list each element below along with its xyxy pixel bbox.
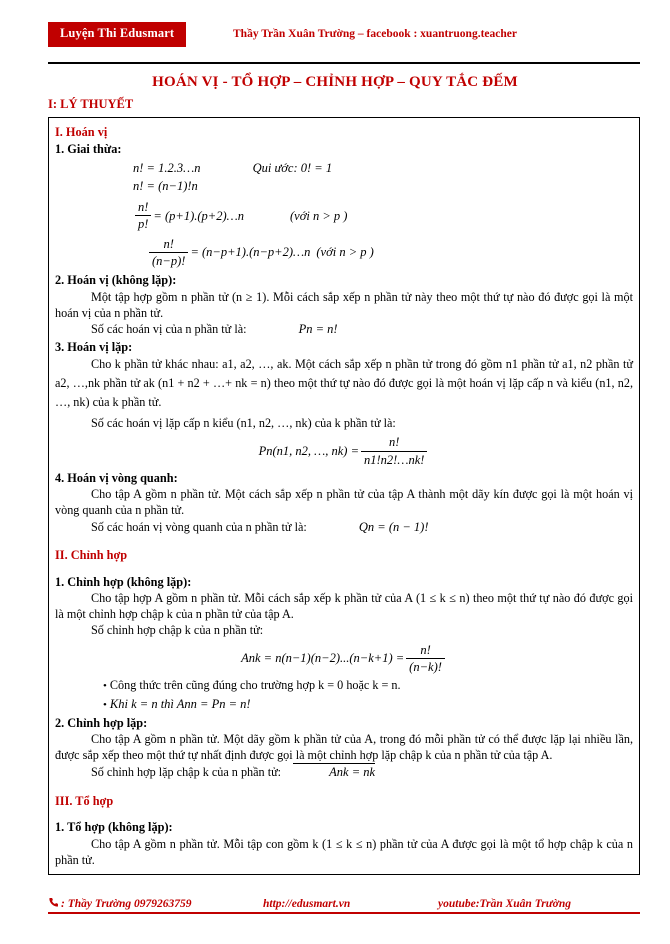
heading-4-circular-permutation: 4. Hoán vị vòng quanh:: [55, 470, 178, 485]
formula-pn-equals-n-factorial: Pn = n!: [298, 322, 338, 337]
heading-3-1-combination: 1. Tổ hợp (không lặp):: [55, 820, 173, 835]
formula-right-side: = (n−p+1).(n−p+2)…n: [190, 245, 311, 260]
label-circular-count: Số các hoán vị vòng quanh của n phần tử là:: [91, 519, 307, 534]
header-divider: [48, 62, 640, 64]
phone-icon: [48, 897, 59, 908]
footer-phone-text: : Thầy Trường 0979263759: [61, 898, 192, 910]
fraction-denominator: p!: [138, 217, 149, 232]
formula-overline-ank-equals-n-pow-k: Ank = nk: [293, 763, 375, 781]
formula-arrangement: [55, 643, 633, 675]
text-repeated-permutation-count: Số các hoán vị lặp cấp n kiểu (n1, n2, …, nk) của k phần tử là:: [91, 415, 396, 430]
label-permutation-count: Số các hoán vị của n phần tử là:: [91, 322, 247, 337]
label-repeated-arrangement-count: Số chỉnh hợp lặp chập k của n phần tử:: [91, 765, 282, 780]
heading-2-permutation: 2. Hoán vị (không lặp):: [55, 273, 177, 288]
formula-recursive-factorial: n! = (n−1)!n: [133, 179, 198, 194]
list-item: [103, 696, 633, 713]
formula-left-side: Pn(n1, n2, …, nk) =: [258, 443, 360, 458]
footer-phone-block: [48, 896, 263, 910]
footer-contact-row: [48, 896, 640, 912]
heading-part-1: I. Hoán vị: [55, 125, 108, 139]
fraction-denominator: (n−p)!: [152, 254, 186, 269]
section-label-theory: I: LÝ THUYẾT: [48, 97, 134, 111]
bullet-dot-icon: •: [103, 699, 107, 711]
text-permutation-definition: Một tập hợp gồm n phần tử (n ≥ 1). Mỗi cách sắp xếp n phần tử này theo một thứ tự nào đó được gọi là một hoán vị của n phần tử.: [55, 289, 633, 320]
fraction-numerator: n!: [406, 643, 445, 659]
page-header: [48, 22, 640, 64]
page-footer: [48, 896, 640, 914]
text-circular-permutation-definition: Cho tập A gồm n phần tử. Một cách sắp xếp n phần tử của tập A thành một dãy kín được gọi là một hoán vị vòng quanh của n phần tử.: [55, 487, 633, 518]
note-text: Khi k = n thì Ann = Pn = n!: [109, 697, 251, 711]
text-arrangement-count-label: Số chỉnh hợp chập k của n phần tử:: [91, 623, 264, 638]
formula-factorial-ratio-nminusp: [147, 237, 633, 269]
heading-2-1-arrangement: 1. Chỉnh hợp (không lặp):: [55, 574, 192, 589]
text-repeated-arrangement-count: [55, 763, 633, 781]
heading-2-2-repeated-arrangement: 2. Chỉnh hợp lặp:: [55, 715, 148, 730]
formula-right-side: = (p+1).(p+2)…n: [153, 208, 244, 223]
footer-divider: [48, 912, 640, 914]
formula-left-side: Ank = n(n−1)(n−2)...(n−k+1) =: [241, 651, 405, 666]
text-repeated-permutation-definition: Cho k phần tử khác nhau: a1, a2, …, ak. Một cách sắp xếp n phần tử trong đó gồm n1 phần tử a1, n2 phần tử a2, …,nk phần tử ak (n1 + n2 + …+ nk = n) theo một thứ tự nào đó được gọi là một hoán vị lặp cấp n và kiểu (n1, n2, …, nk) của k phần tử.: [55, 357, 633, 409]
footer-youtube[interactable]: youtube:Trần Xuân Trường: [438, 898, 571, 910]
heading-3-repeated-permutation: 3. Hoán vị lặp:: [55, 339, 133, 354]
fraction-denominator: (n−k)!: [409, 660, 442, 674]
arrangement-notes-list: [103, 677, 633, 712]
formula-factorial-ratio-p: [133, 200, 633, 232]
heading-1-factorial: 1. Giai thừa:: [55, 142, 122, 157]
note-text: Công thức trên cũng đúng cho trường hợp k = 0 hoặc k = n.: [109, 678, 401, 693]
formula-qn-equals: Qn = (n − 1)!: [358, 519, 429, 534]
text-combination-definition: Cho tập A gồm n phần tử. Mỗi tập con gồm k (1 ≤ k ≤ n) phần tử của A được gọi là một tổ hợp chập k của n phần tử.: [55, 836, 633, 867]
text-repeated-arrangement-definition: Cho tập A gồm n phần tử. Một dãy gồm k phần tử của A, trong đó mỗi phần tử có thể được lặp lại nhiều lần, được sắp xếp theo một thứ tự nhất định được gọi là một chỉnh hợp lặp chập k của n phần tử của tập A.: [55, 731, 633, 763]
page-title: HOÁN VỊ - TỔ HỢP – CHỈNH HỢP – QUY TẮC ĐẾM: [152, 74, 518, 90]
formula-repeated-permutation: [55, 435, 633, 467]
fraction-n-factorial-over-product: [361, 435, 427, 467]
text-circular-permutation-count: [55, 519, 633, 536]
brand-subtitle: Thầy Trần Xuân Trường – facebook : xuantruong.teacher: [233, 28, 517, 40]
footer-website[interactable]: http://edusmart.vn: [263, 898, 351, 910]
fraction-numerator: n!: [149, 237, 188, 253]
formula-n-factorial-product: n! = 1.2.3…n: [133, 160, 201, 175]
bullet-dot-icon: •: [103, 680, 107, 693]
fraction-n-over-n-minus-p: [149, 237, 188, 269]
list-item: [103, 677, 633, 694]
fraction-denominator: n1!n2!…nk!: [364, 452, 425, 467]
heading-part-3: III. Tổ hợp: [55, 794, 114, 809]
formula-condition: (với n > p ): [316, 245, 374, 260]
fraction-numerator: n!: [361, 435, 427, 451]
formula-factorial-1: [133, 160, 633, 177]
text-arrangement-definition: Cho tập hợp A gồm n phần tử. Mỗi cách sắp xếp k phần tử của A (1 ≤ k ≤ n) theo một thứ tự nào đó được gọi là một chỉnh hợp chập k của n phần tử của tập A.: [55, 590, 633, 622]
fraction-n-factorial-over-n-minus-k: [406, 643, 445, 675]
fraction-numerator: n!: [135, 200, 151, 216]
brand-badge: Luyện Thi Edusmart: [48, 22, 186, 47]
formula-factorial-2: [133, 178, 633, 195]
content-box: [48, 117, 640, 875]
formula-condition: (với n > p ): [290, 208, 348, 223]
document-page: [0, 22, 670, 944]
heading-part-2: II. Chỉnh hợp: [55, 548, 128, 563]
text-permutation-count-label: [55, 321, 633, 338]
formula-zero-factorial-note: Qui ước: 0! = 1: [252, 160, 333, 175]
fraction-n-over-p: [135, 200, 151, 232]
